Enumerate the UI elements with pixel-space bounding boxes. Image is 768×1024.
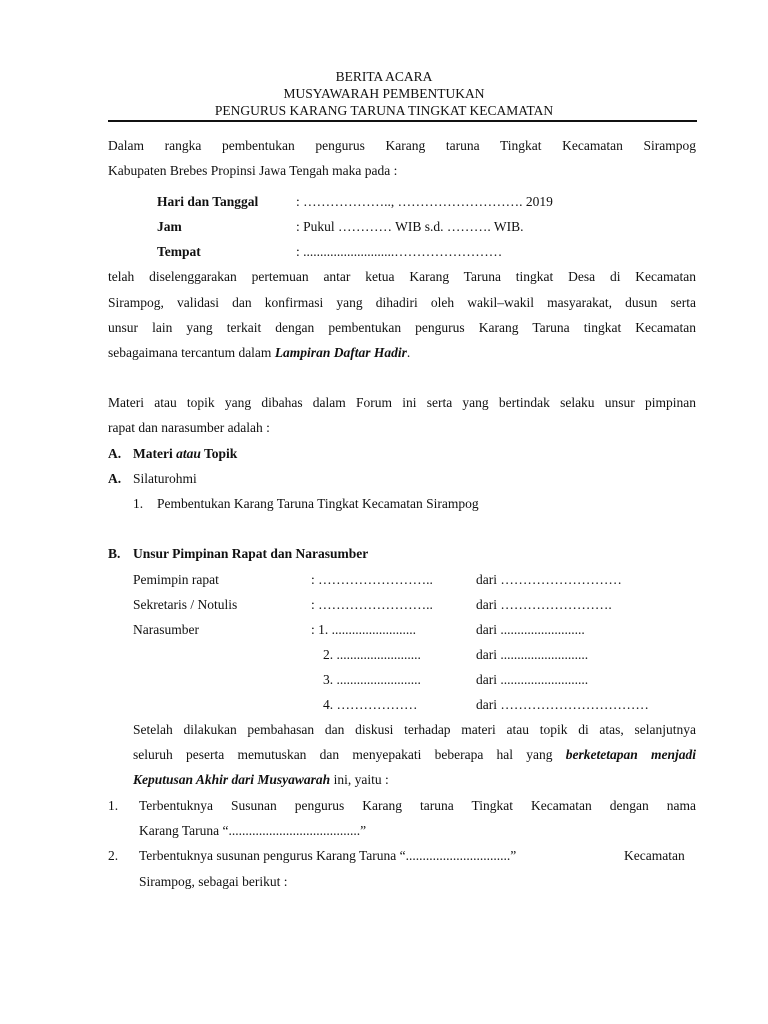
conclusion-line-3 (133, 773, 389, 787)
place-value: : ...........................…………………… (296, 244, 503, 259)
conclusion-line-3-em: Keputusan Akhir dari Musyawarah (133, 772, 331, 787)
place-label: Tempat (157, 244, 201, 259)
row-label: Sekretaris / Notulis (133, 597, 238, 612)
time-label: Jam (157, 219, 182, 234)
row-dari: dari .......................... (476, 672, 589, 687)
row-dari: dari .......................... (476, 647, 589, 662)
row-dari: dari ……………………… (476, 572, 622, 587)
section-a-sub-text: Silaturohmi (133, 471, 197, 486)
doc-title: BERITA ACARA (335, 69, 433, 84)
section-a-title-post: Topik (200, 446, 238, 461)
header-rule (108, 120, 697, 122)
section-a-sub-marker: A. (108, 471, 122, 486)
conclusion-line-3-text: ini, yaitu : (330, 772, 389, 787)
row-dari: dari ......................... (476, 622, 585, 637)
body1-line-3: unsur lain yang terkait dengan pembentukan pengurus Karang Taruna tingkat Kecamatan (108, 320, 696, 335)
decision-2-line-1: Terbentuknya susunan pengurus Karang Taruna “...............................” (139, 848, 517, 863)
row-dari: dari …………………………… (476, 697, 649, 712)
conclusion-line-2 (133, 748, 696, 762)
decision-2-line-1-end: Kecamatan (624, 848, 685, 863)
body2-line-1: Materi atau topik yang dibahas dalam Forum ini serta yang bertindak selaku unsur pimpinan (108, 395, 696, 410)
conclusion-line-2-em: berketetapan menjadi (565, 747, 696, 762)
body1-line-2: Sirampog, validasi dan konfirmasi yang dihadiri oleh wakil–wakil masyarakat, dusun serta (108, 295, 696, 310)
section-a-item-text: Pembentukan Karang Taruna Tingkat Kecamatan Sirampog (157, 496, 479, 511)
body2-line-2: rapat dan narasumber adalah : (108, 420, 270, 435)
section-a-item-number: 1. (133, 496, 144, 511)
row-value: : 1. ......................... (311, 622, 417, 637)
decision-1-line-2: Karang Taruna “.......................................” (139, 823, 367, 838)
section-b-title: Unsur Pimpinan Rapat dan Narasumber (133, 546, 369, 561)
section-a-marker: A. (108, 446, 122, 461)
conclusion-line-2-text: seluruh peserta memutuskan dan menyepakati beberapa hal yang (133, 747, 566, 762)
section-b-marker: B. (108, 546, 121, 561)
row-value: : …………………….. (311, 572, 433, 587)
body1-line-4 (108, 346, 410, 360)
decision-number: 2. (108, 848, 119, 863)
row-value: 3. ......................... (323, 672, 421, 687)
decision-number: 1. (108, 798, 119, 813)
body1-line-1: telah diselenggarakan pertemuan antar ketua Karang Taruna tingkat Desa di Kecamatan (108, 269, 696, 284)
intro-line-1: Dalam rangka pembentukan pengurus Karang taruna Tingkat Kecamatan Sirampog (108, 138, 696, 153)
doc-subtitle-2: PENGURUS KARANG TARUNA TINGKAT KECAMATAN (214, 103, 554, 118)
attendance-reference: Lampiran Daftar Hadir (274, 345, 407, 360)
row-value: : …………………….. (311, 597, 433, 612)
conclusion-line-1: Setelah dilakukan pembahasan dan diskusi terhadap materi atau topik di atas, selanjutnya (133, 722, 696, 737)
row-value: 2. ......................... (323, 647, 421, 662)
section-a-title-pre: Materi (133, 446, 177, 461)
row-label: Narasumber (133, 622, 199, 637)
date-label: Hari dan Tanggal (157, 194, 259, 209)
body1-line-4-text: sebagaimana tercantum dalam (108, 345, 275, 360)
doc-subtitle: MUSYAWARAH PEMBENTUKAN (283, 86, 485, 101)
section-a-title (133, 447, 237, 461)
decision-2-line-2: Sirampog, sebagai berikut : (139, 874, 288, 889)
time-value: : Pukul ………… WIB s.d. ………. WIB. (296, 219, 524, 234)
row-label: Pemimpin rapat (133, 572, 219, 587)
date-value: : ……………….., ………………………. 2019 (296, 194, 553, 209)
intro-line-2: Kabupaten Brebes Propinsi Jawa Tengah maka pada : (108, 163, 398, 178)
decision-1-line-1: Terbentuknya Susunan pengurus Karang taruna Tingkat Kecamatan dengan nama (139, 798, 696, 813)
row-dari: dari ……………………. (476, 597, 612, 612)
section-a-title-em: atau (176, 446, 201, 461)
row-value: 4. ……………… (323, 697, 418, 712)
body1-line-4-end: . (406, 345, 411, 360)
